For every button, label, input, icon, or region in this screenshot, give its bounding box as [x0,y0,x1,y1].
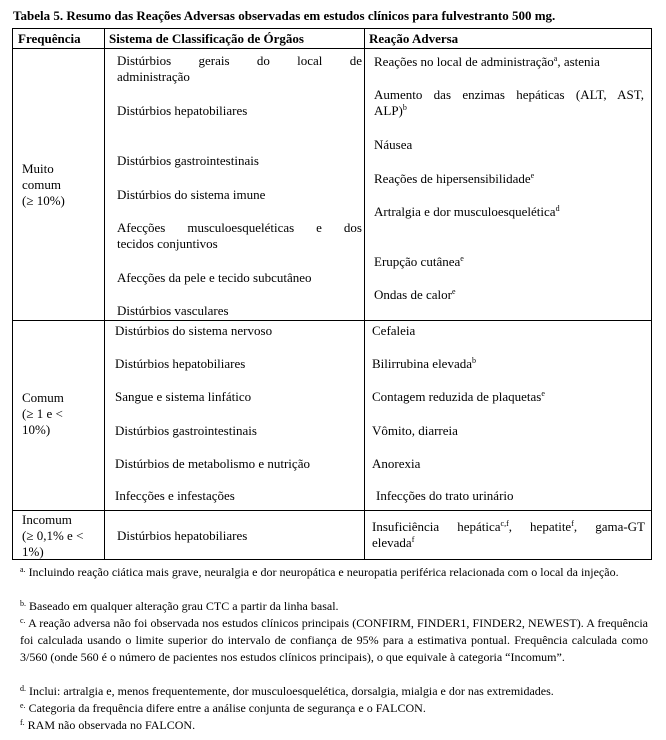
frequency-cell [22,390,64,438]
reaction-cell: Cefaleia [372,323,416,338]
column-divider-1 [104,28,105,559]
system-cell: Sangue e sistema linfático [115,389,252,404]
frequency-line: 10%) [22,422,51,437]
footnote: $^{d.}$ Inclui: artralgia e, menos frequentemente, dor musculoesquelética, dorsalgia, mialgia e dor nas extremidades. [20,684,554,698]
reaction-cell: Anorexia [372,456,421,471]
reaction-cell: Erupção cutânea$^e$ [374,254,464,269]
frequency-line: Comum [22,390,64,405]
footnote: $^{e.}$ Categoria da frequência difere entre a análise conjunta de segurança e o FALCON. [20,701,426,715]
system-line: Afecções musculoesqueléticas e dos [117,220,362,235]
system-cell: Distúrbios de metabolismo e nutrição [115,456,310,471]
footnote: $^{f.}$ RAM não observada no FALCON. [20,718,196,732]
reaction-cell [372,519,645,551]
table-title: Tabela 5. Resumo das Reações Adversas observadas em estudos clínicos para fulvestranto 500 mg. [13,8,556,23]
system-line: administração [117,69,190,84]
system-cell [117,53,362,85]
system-cell: Distúrbios gastrointestinais [115,423,257,438]
frequency-line: (≥ 10%) [22,193,65,208]
header-bottom-border [12,48,652,49]
footnote: $^{b.}$ Baseado em qualquer alteração grau CTC a partir da linha basal. [20,599,339,613]
frequency-line: (≥ 1 e < [22,406,63,421]
system-cell: Distúrbios hepatobiliares [117,528,248,543]
system-cell [117,220,362,252]
frequency-line: comum [22,177,61,192]
table-left-border [12,28,13,559]
frequency-line: Muito [22,161,54,176]
reaction-cell: Contagem reduzida de plaquetas$^e$ [372,389,545,404]
group-divider-1 [12,320,652,321]
reaction-cell: Bilirrubina elevada$^b$ [372,356,476,371]
system-cell: Distúrbios do sistema nervoso [115,323,273,338]
system-cell: Distúrbios hepatobiliares [115,356,246,371]
reaction-cell: Ondas de calor$^e$ [374,287,456,302]
frequency-cell [22,512,83,560]
reaction-cell: Náusea [374,137,413,152]
frequency-cell [22,161,65,209]
reaction-cell: Artralgia e dor musculoesquelética$^d$ [374,204,560,219]
footnote: $^{c.}$ A reação adversa não foi observada nos estudos clínicos principais (CONFIRM, FINDER1, FINDER2, NEWEST). A frequência foi calculada usando o limite superior do intervalo de confiança de 95% para a estimativa pontual. Frequência calculada como 3/560 (onde 560 é o número de pacientes nos estudos clínicos principais), o que equivale à categoria “Incomum”. [20,616,648,664]
header-frequency: Frequência [18,31,81,46]
system-cell: Distúrbios vasculares [117,303,229,318]
system-cell: Distúrbios do sistema imune [117,187,266,202]
footnote: $^{a.}$ Incluindo reação ciática mais grave, neuralgia e dor neuropática e neuropatia periférica relacionada com o local da injeção. [20,565,619,579]
system-cell: Afecções da pele e tecido subcutâneo [117,270,312,285]
system-cell: Infecções e infestações [115,488,235,503]
system-cell: Distúrbios hepatobiliares [117,103,248,118]
table-bottom-border [12,559,652,560]
reaction-cell: Reações de hipersensibilidade$^e$ [374,171,535,186]
reaction-cell: Aumento das enzimas hepáticas (ALT, AST, ALP)$^b$ [374,87,644,118]
frequency-line: 1%) [22,544,44,559]
system-line: tecidos conjuntivos [117,236,218,251]
header-system: Sistema de Classificação de Órgãos [109,31,304,46]
system-cell: Distúrbios gastrointestinais [117,153,259,168]
group-divider-2 [12,510,652,511]
reaction-cell: Infecções do trato urinário [376,488,514,503]
reaction-cell: Reações no local de administração$^a$, astenia [374,54,600,69]
table-right-border [651,28,652,559]
column-divider-2 [364,28,365,559]
frequency-line: Incomum [22,512,72,527]
frequency-line: (≥ 0,1% e < [22,528,84,543]
reaction-line: elevada$^f$ [372,535,415,550]
reaction-line: Insuficiência hepática$^{c,f}$, hepatite$^f$, gama-GT [372,519,646,534]
table-top-border [12,28,652,29]
header-reaction: Reação Adversa [369,31,459,46]
reaction-cell: Vômito, diarreia [372,423,458,438]
system-line: Distúrbios gerais do local de [117,53,362,68]
